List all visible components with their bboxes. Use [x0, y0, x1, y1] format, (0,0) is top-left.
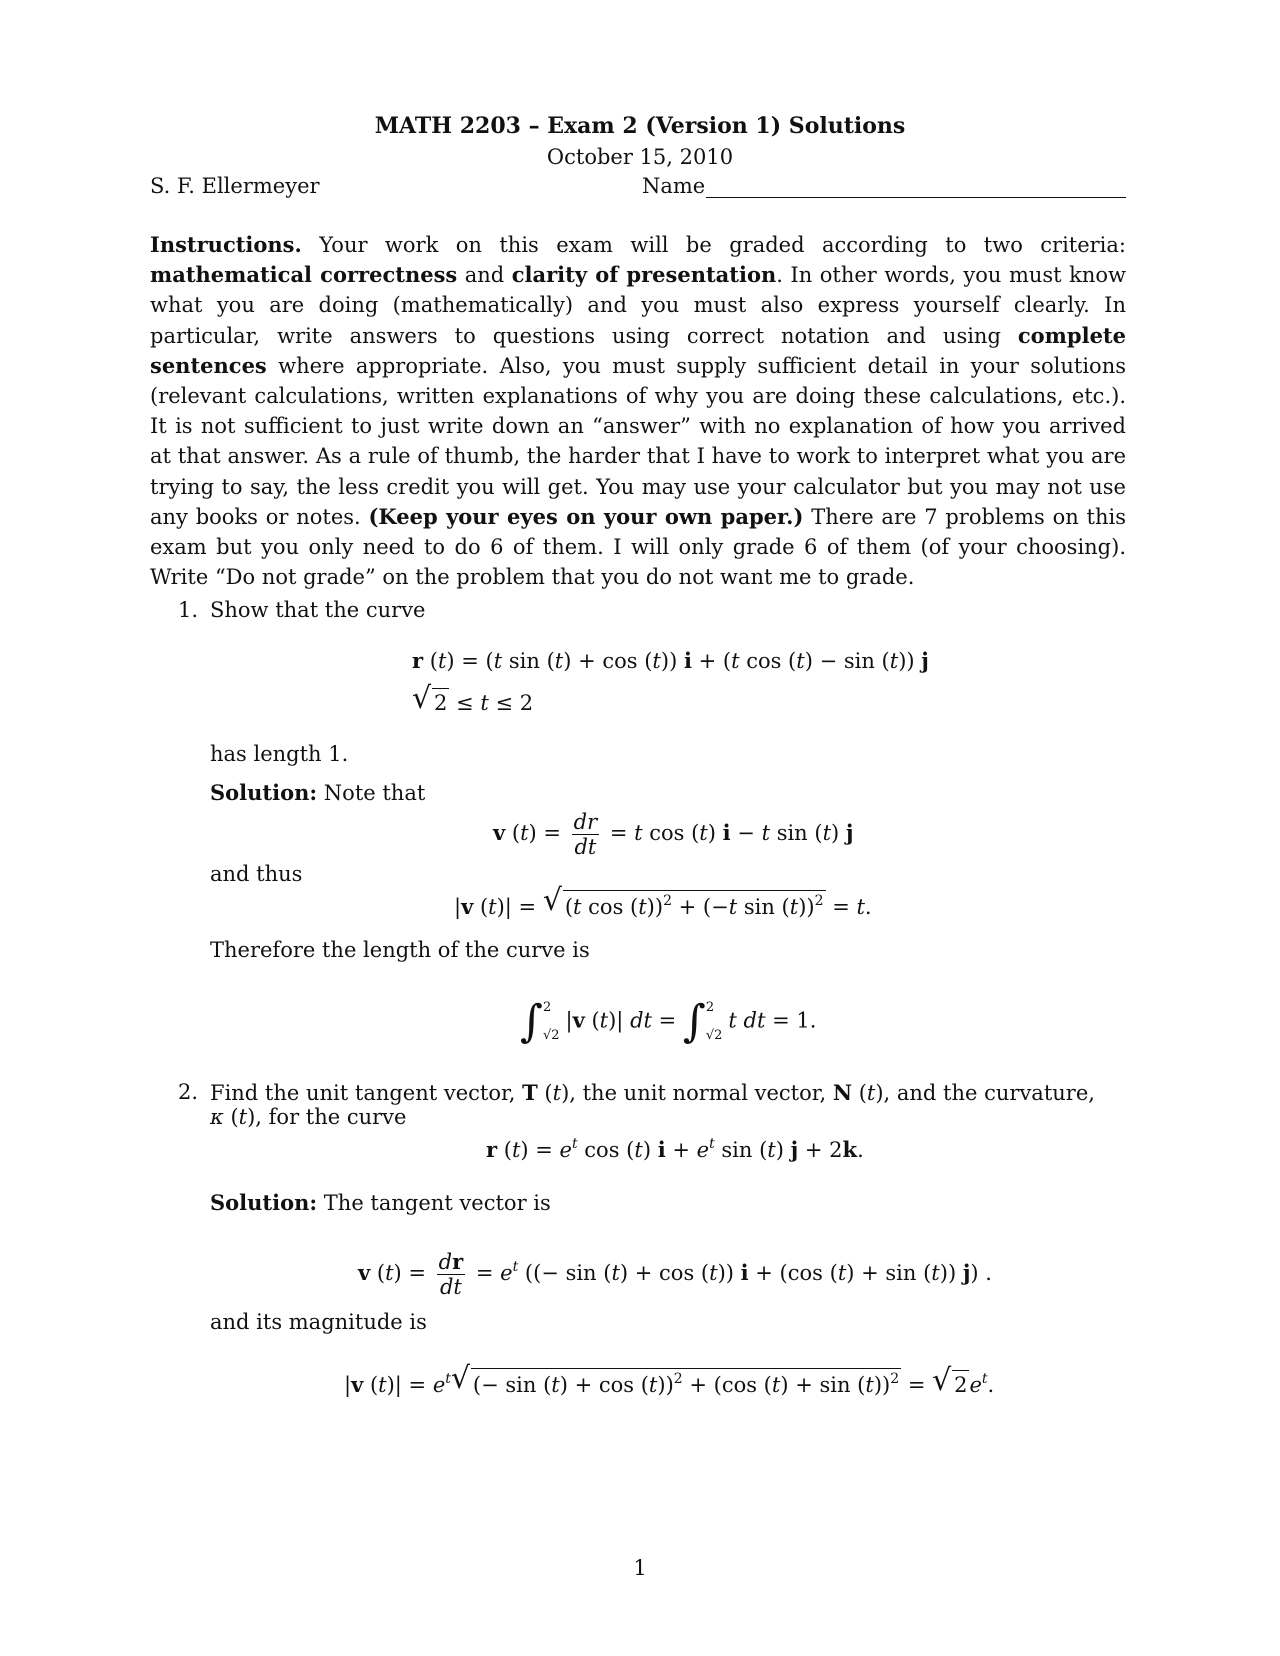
- problem-2-magnitude-text: and its magnitude is: [210, 1310, 427, 1334]
- instructions-text-4: where appropriate. Also, you must supply sufficient detail in your solutions (relevant calculations, written explanations of why you are doing these calculations, etc.). It is not sufficient to just write down an “answer” with no explanation of how you arrived at that answer. As a rule of thumb, the harder that I have to work to interpret what you are trying to say, the less credit you will get. You may use your calculator but you may not use any books or notes.: [150, 353, 1126, 529]
- problem-2-number: 2.: [178, 1080, 199, 1104]
- problem-1-and-thus: and thus: [210, 862, 303, 886]
- problem-2-tangent-text: The tangent vector is: [317, 1191, 551, 1215]
- problem-1-speed-equation: |v (t)| = √ (t cos (t))$^2$ + (−t sin (t))$^2$ = t.: [454, 883, 872, 919]
- problem-1-prompt: Show that the curve: [210, 598, 426, 622]
- name-field-label: Name: [642, 174, 706, 198]
- problem-1-solution-intro: [210, 780, 425, 805]
- exam-date: October 15, 2010: [546, 145, 734, 169]
- instructions-text-2: and: [457, 263, 512, 288]
- problem-1-solution-label: Solution:: [210, 780, 318, 805]
- instructions-bold-3: complete sentences: [150, 322, 1126, 378]
- instructions-bold-1: mathematical correctness: [150, 262, 458, 288]
- problem-2-solution-label: Solution:: [210, 1190, 318, 1215]
- problem-1-therefore: Therefore the length of the curve is: [210, 938, 590, 962]
- page-number: 1: [633, 1556, 647, 1580]
- problem-2-curve-equation: r $(t) = e^t$ cos (t) $i + e^t$ sin (t) j + 2k.: [486, 1136, 864, 1162]
- instructions-text-3: . In other words, you must know what you are doing (mathematically) and you must also express yourself clearly. In particular, write answers to questions using correct notation and using: [150, 263, 1126, 348]
- name-field-line: [706, 197, 1126, 198]
- problem-1-velocity-equation: v (t) = $\frac{dr}{dt}$ = t cos (t) i − t sin (t) j: [493, 810, 854, 859]
- instructions-label: Instructions.: [150, 232, 302, 257]
- instructions-text-5: There are 7 problems on this exam but you only need to do 6 of them. I will only grade 6 of them (of your choosing). Write “Do not grade” on the problem that you do not want me to grade.: [150, 504, 1126, 590]
- problem-1-note-text: Note that: [317, 781, 426, 805]
- problem-1-arc-length-integral: ∫ 2 √2 |v (t)| dt = ∫ 2 √2 t dt = 1.: [520, 996, 817, 1047]
- problem-1-interval: √ 2 ≤ t ≤ 2: [412, 681, 534, 716]
- problem-1-curve-equation: r (t) = (t sin (t) + cos (t)) i + (t cos (t) − sin (t)) j: [412, 648, 929, 673]
- problem-2-speed-equation: |v $(t)| = e^t$ √ (− sin (t) + cos (t))$^2$ + (cos (t) + sin (t))$^2$ = √ $2e^t$.: [344, 1361, 995, 1398]
- problem-1-number: 1.: [178, 598, 199, 622]
- page-title: MATH 2203 – Exam 2 (Version 1) Solutions: [374, 113, 906, 139]
- instructions-paragraph: [150, 230, 1126, 592]
- instructions-bold-2: clarity of presentation: [511, 262, 777, 288]
- problem-2-velocity-equation: v (t) = $\frac{dr}{dt}$ = $e^t$ ((− sin (t) + cos (t)) i + (cos (t) + sin (t)) j) .: [358, 1249, 992, 1299]
- instructions-bold-4: (Keep your eyes on your own paper.): [368, 503, 804, 529]
- problem-2-solution-intro: [210, 1190, 551, 1215]
- problem-2-prompt: Find the unit tangent vector, T (t), the unit normal vector, N (t), and the curvature, κ (t), for the curve: [210, 1080, 1095, 1129]
- instructions-text-1: Your work on this exam will be graded according to two criteria:: [301, 233, 1126, 257]
- problem-1-length-statement: has length 1.: [210, 742, 349, 766]
- author-name: S. F. Ellermeyer: [150, 174, 320, 198]
